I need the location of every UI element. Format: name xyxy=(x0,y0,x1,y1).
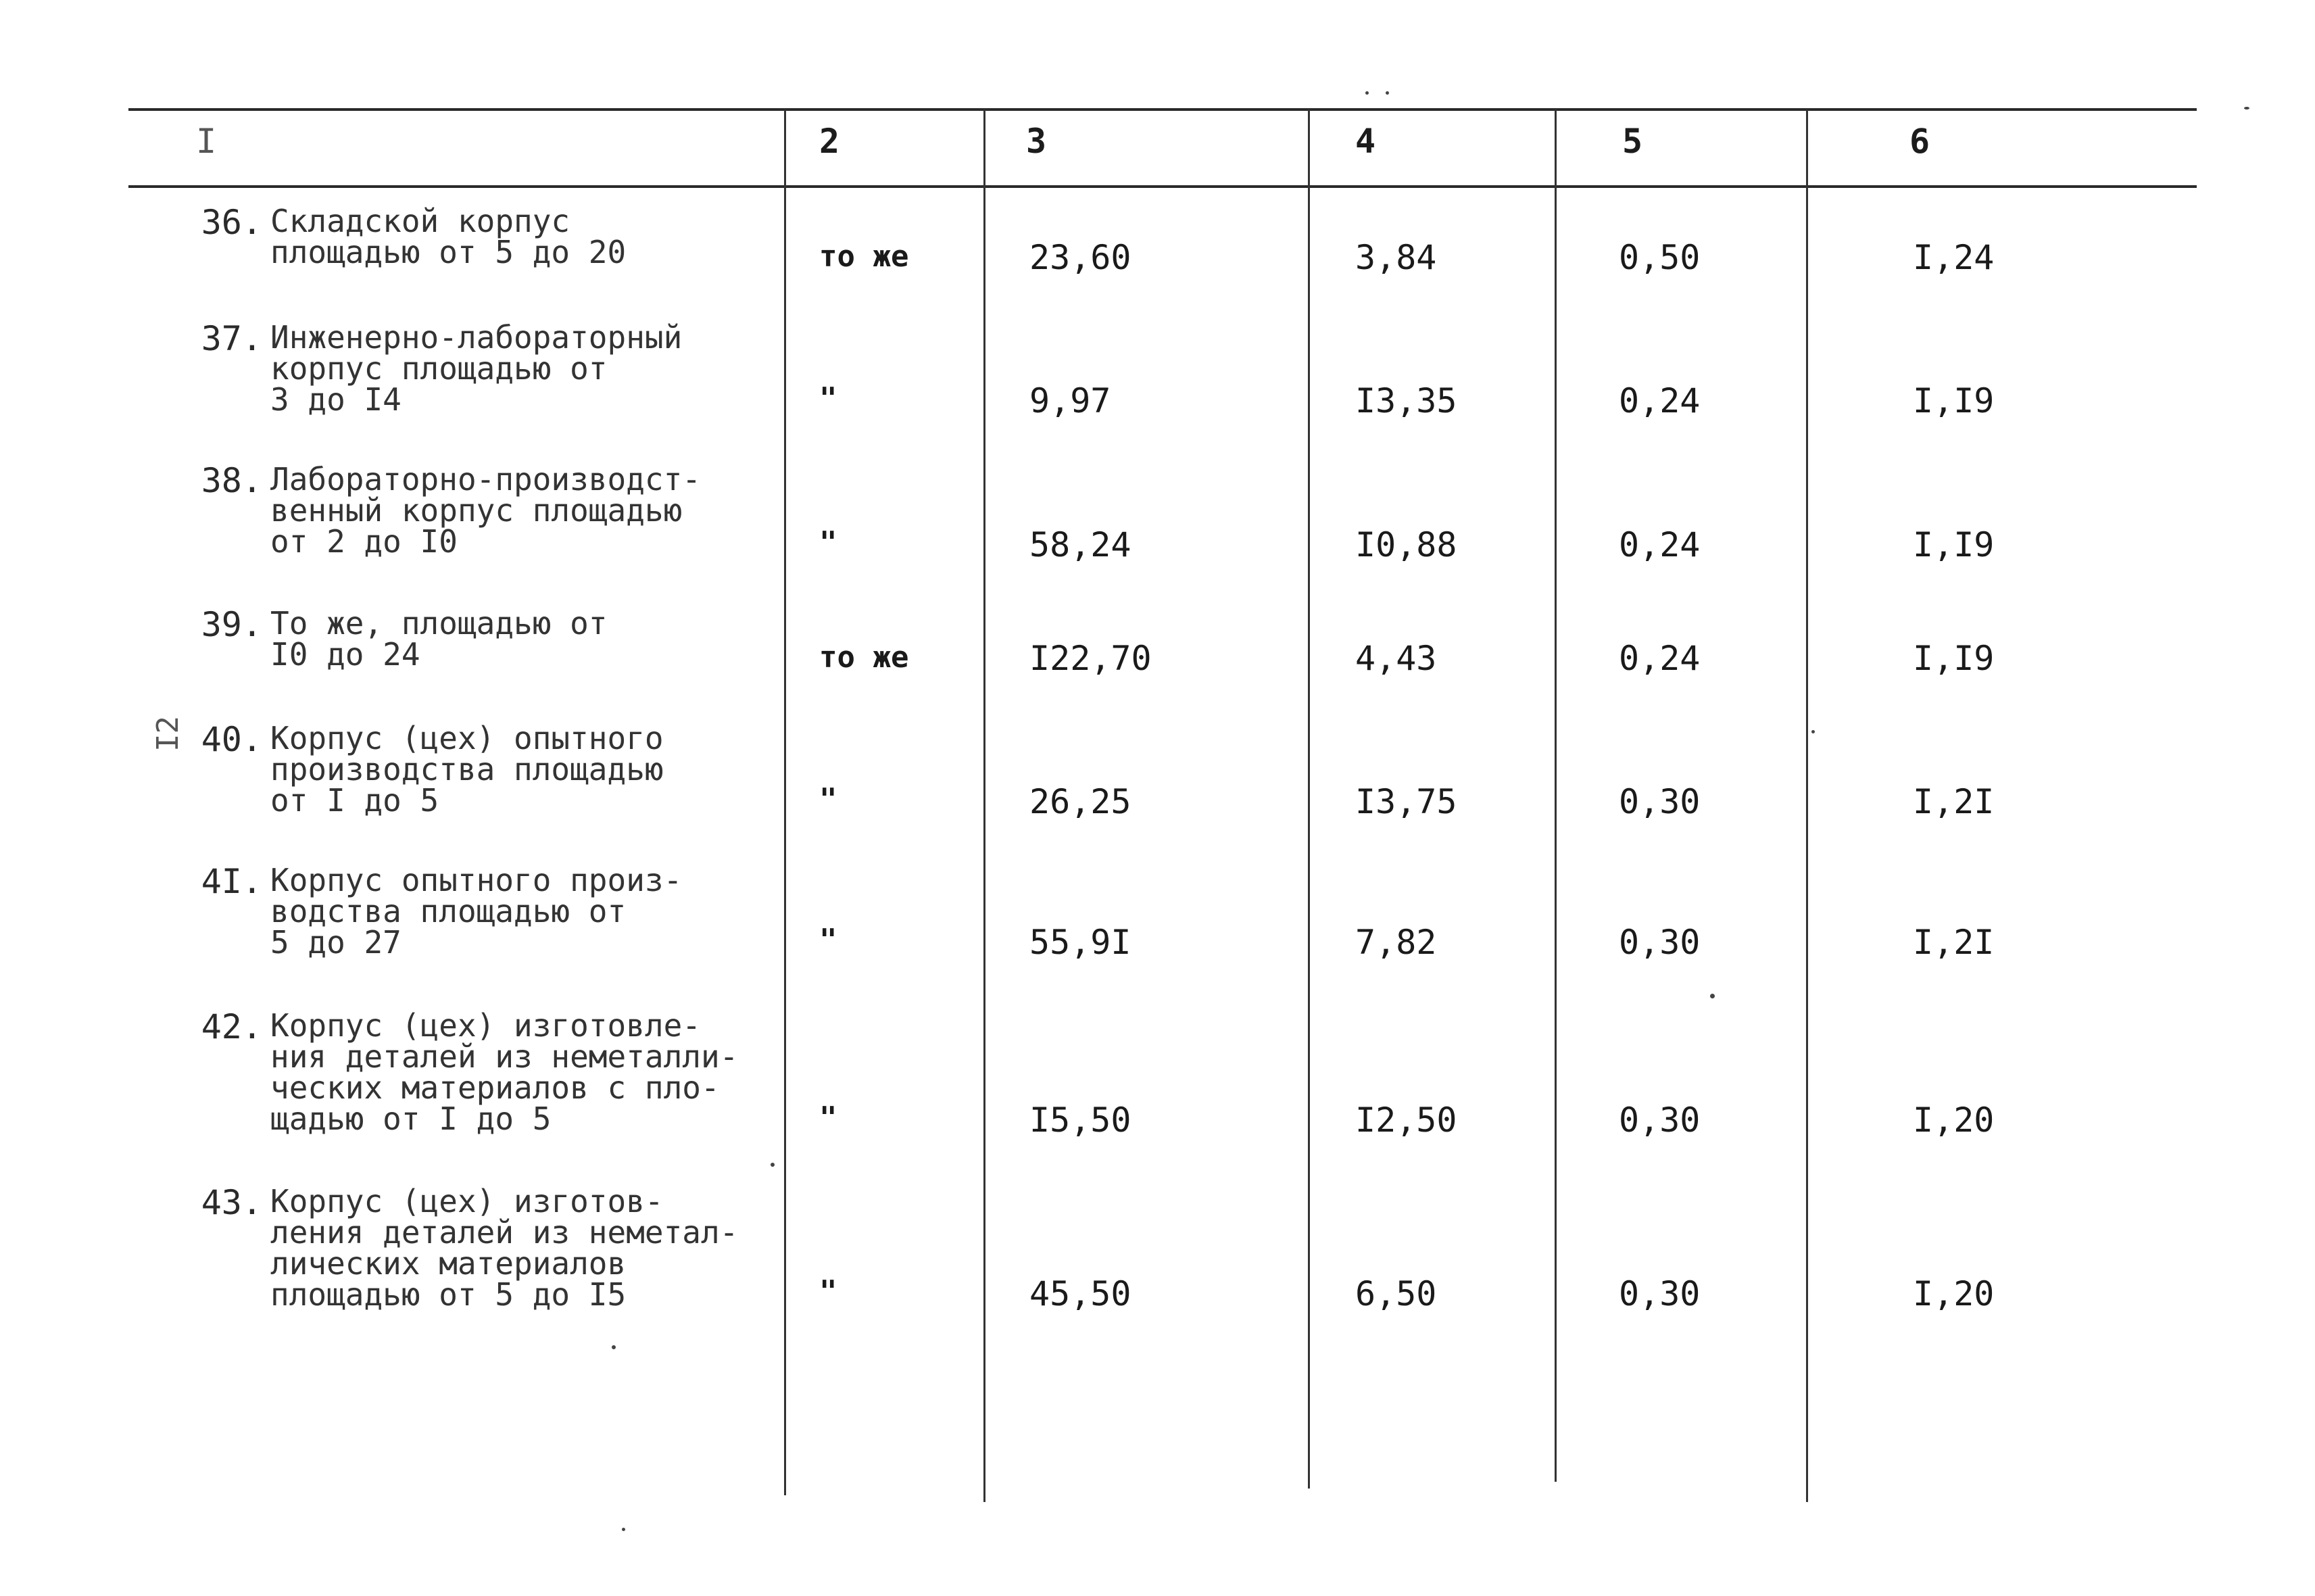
cell-col-4: 3,84 xyxy=(1355,238,1437,277)
scan-speck xyxy=(771,1163,775,1167)
cell-col-4: 4,43 xyxy=(1355,639,1437,678)
cell-col-5: 0,50 xyxy=(1619,238,1701,277)
row-number: 42. xyxy=(201,1007,262,1046)
cell-col-5: 0,24 xyxy=(1619,525,1701,564)
cell-col-3: 55,9I xyxy=(1029,923,1131,962)
cell-col-4: 6,50 xyxy=(1355,1274,1437,1313)
cell-col-4: I3,75 xyxy=(1355,782,1457,821)
scan-speck xyxy=(1365,91,1369,95)
row-description: Корпус опытного произ- водства площадью от 5 до 27 xyxy=(270,862,683,961)
scan-speck xyxy=(1811,730,1815,733)
cell-col-2: то же xyxy=(819,640,909,675)
header-bottom-rule xyxy=(128,185,2197,188)
row-number: 4I. xyxy=(201,862,262,901)
cell-col-4: I3,35 xyxy=(1355,381,1457,420)
header-col-6: 6 xyxy=(1909,122,1930,161)
cell-col-2: " xyxy=(819,381,837,416)
header-col-4: 4 xyxy=(1355,122,1376,161)
cell-col-6: I,2I xyxy=(1913,782,1995,821)
row-number: 38. xyxy=(201,461,262,500)
cell-col-5: 0,30 xyxy=(1619,923,1701,962)
cell-col-4: 7,82 xyxy=(1355,923,1437,962)
cell-col-5: 0,30 xyxy=(1619,782,1701,821)
row-description: Складской корпус площадью от 5 до 20 xyxy=(270,203,627,270)
row-number: 36. xyxy=(201,203,262,242)
cell-col-3: 45,50 xyxy=(1029,1274,1131,1313)
column-divider-2 xyxy=(983,110,985,1502)
row-description: Инженерно-лабораторный корпус площадью от 3 до I4 xyxy=(270,319,683,418)
row-number: 39. xyxy=(201,605,262,644)
cell-col-4: I0,88 xyxy=(1355,525,1457,564)
scan-speck xyxy=(1386,91,1389,95)
cell-col-5: 0,24 xyxy=(1619,381,1701,420)
cell-col-3: 58,24 xyxy=(1029,525,1131,564)
scan-speck xyxy=(1710,994,1715,998)
cell-col-2: " xyxy=(819,1274,837,1309)
header-col-1: I xyxy=(196,122,217,161)
header-col-3: 3 xyxy=(1026,122,1047,161)
cell-col-6: I,20 xyxy=(1913,1274,1995,1313)
row-description: Лабораторно-производст- венный корпус площадью от 2 до I0 xyxy=(270,461,701,560)
cell-col-3: I5,50 xyxy=(1029,1101,1131,1140)
cell-col-2: " xyxy=(819,1101,837,1135)
column-divider-1 xyxy=(784,110,786,1495)
cell-col-3: I22,70 xyxy=(1029,639,1152,678)
column-divider-4 xyxy=(1555,110,1557,1482)
scan-speck xyxy=(622,1528,625,1531)
cell-col-6: I,I9 xyxy=(1913,525,1995,564)
cell-col-5: 0,24 xyxy=(1619,639,1701,678)
cell-col-3: 9,97 xyxy=(1029,381,1111,420)
row-description: Корпус (цех) опытного производства площадью от I до 5 xyxy=(270,720,664,819)
cell-col-2: то же xyxy=(819,239,909,274)
row-description: То же, площадью от I0 до 24 xyxy=(270,605,608,673)
cell-col-3: 23,60 xyxy=(1029,238,1131,277)
row-description: Корпус (цех) изготов- ления деталей из неметал- лических материалов площадью от 5 до I5 xyxy=(270,1183,739,1313)
table-top-rule xyxy=(128,108,2197,111)
cell-col-4: I2,50 xyxy=(1355,1101,1457,1140)
cell-col-6: I,I9 xyxy=(1913,381,1995,420)
cell-col-6: I,24 xyxy=(1913,238,1995,277)
cell-col-5: 0,30 xyxy=(1619,1274,1701,1313)
cell-col-6: I,I9 xyxy=(1913,639,1995,678)
header-col-2: 2 xyxy=(819,122,840,161)
cell-col-6: I,20 xyxy=(1913,1101,1995,1140)
column-divider-3 xyxy=(1308,110,1310,1489)
column-divider-5 xyxy=(1806,110,1808,1502)
row-number: 40. xyxy=(201,720,262,759)
page-number-mark: I2 xyxy=(150,716,185,752)
header-col-5: 5 xyxy=(1622,122,1643,161)
row-number: 43. xyxy=(201,1183,262,1222)
cell-col-2: " xyxy=(819,923,837,957)
cell-col-3: 26,25 xyxy=(1029,782,1131,821)
row-description: Корпус (цех) изготовле- ния деталей из неметалли- ческих материалов с пло- щадью от I до 5 xyxy=(270,1007,739,1137)
scan-speck xyxy=(612,1345,616,1349)
cell-col-2: " xyxy=(819,525,837,560)
cell-col-2: " xyxy=(819,782,837,817)
cell-col-6: I,2I xyxy=(1913,923,1995,962)
row-number: 37. xyxy=(201,319,262,358)
cell-col-5: 0,30 xyxy=(1619,1101,1701,1140)
scan-speck xyxy=(2244,107,2249,110)
